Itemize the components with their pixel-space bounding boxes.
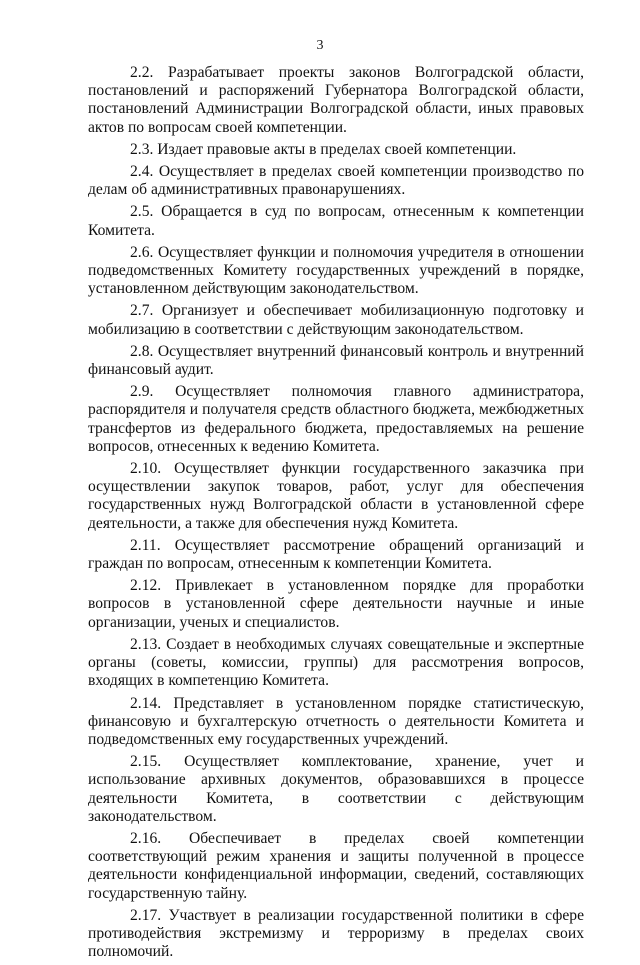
paragraph-2-11: 2.11. Осуществляет рассмотрение обращений организаций и граждан по вопросам, отнесенным к компетенции Комитета. (88, 536, 584, 573)
paragraph-2-17: 2.17. Участвует в реализации государственной политики в сфере противодействия экстремизму и терроризму в пределах своих полномочий. (88, 906, 584, 961)
paragraph-2-16: 2.16. Обеспечивает в пределах своей компетенции соответствующий режим хранения и защиты полученной в процессе деятельности конфиденциальной информации, сведений, составляющих государственную тайну. (88, 829, 584, 902)
page-number: 3 (316, 38, 324, 53)
paragraph-2-3: 2.3. Издает правовые акты в пределах своей компетенции. (130, 140, 517, 158)
paragraph-2-6: 2.6. Осуществляет функции и полномочия учредителя в отношении подведомственных Комитету государственных учреждений в порядке, установленном действующим законодательством. (88, 243, 584, 298)
paragraph-2-13: 2.13. Создает в необходимых случаях совещательные и экспертные органы (советы, комиссии, группы) для рассмотрения вопросов, входящих в компетенцию Комитета. (88, 635, 584, 690)
paragraph-2-5: 2.5. Обращается в суд по вопросам, отнесенным к компетенции Комитета. (88, 203, 584, 239)
paragraph-2-10: 2.10. Осуществляет функции государственного заказчика при осуществлении закупок товаров, работ, услуг для обеспечения государственных нужд Волгоградской области в установленной сфере деятельности, а также для обеспечения нужд Комитета. (88, 460, 584, 532)
document-body (88, 64, 584, 965)
paragraph-2-9: 2.9. Осуществляет полномочия главного администратора, распорядителя и получателя средств областного бюджета, межбюджетных трансфертов из федерального бюджета, предоставляемых на решение вопросов, отнесенных к ведению Комитета. (88, 383, 584, 455)
paragraph-2-2: 2.2. Разрабатывает проекты законов Волгоградской области, постановлений и распоряжений Губернатора Волгоградской области, постановлений Администрации Волгоградской области, иных правовых актов по вопросам своей компетенции. (88, 64, 584, 136)
paragraph-2-12: 2.12. Привлекает в установленном порядке для проработки вопросов в установленной сфере деятельности научные и иные организации, ученых и специалистов. (88, 577, 584, 631)
paragraph-2-7: 2.7. Организует и обеспечивает мобилизационную подготовку и мобилизацию в соответствии с действующим законодательством. (88, 302, 584, 338)
paragraph-2-4: 2.4. Осуществляет в пределах своей компетенции производство по делам об административных правонарушениях. (88, 163, 584, 199)
paragraph-2-14: 2.14. Представляет в установленном порядке статистическую, финансовую и бухгалтерскую отчетность о деятельности Комитета и подведомственных ему государственных учреждений. (88, 694, 584, 748)
paragraph-2-15: 2.15. Осуществляет комплектование, хранение, учет и использование архивных документов, образовавшихся в процессе деятельности Комитета, в соответствии с действующим законодательством. (88, 753, 584, 825)
paragraph-2-8: 2.8. Осуществляет внутренний финансовый контроль и внутренний финансовый аудит. (88, 342, 584, 379)
